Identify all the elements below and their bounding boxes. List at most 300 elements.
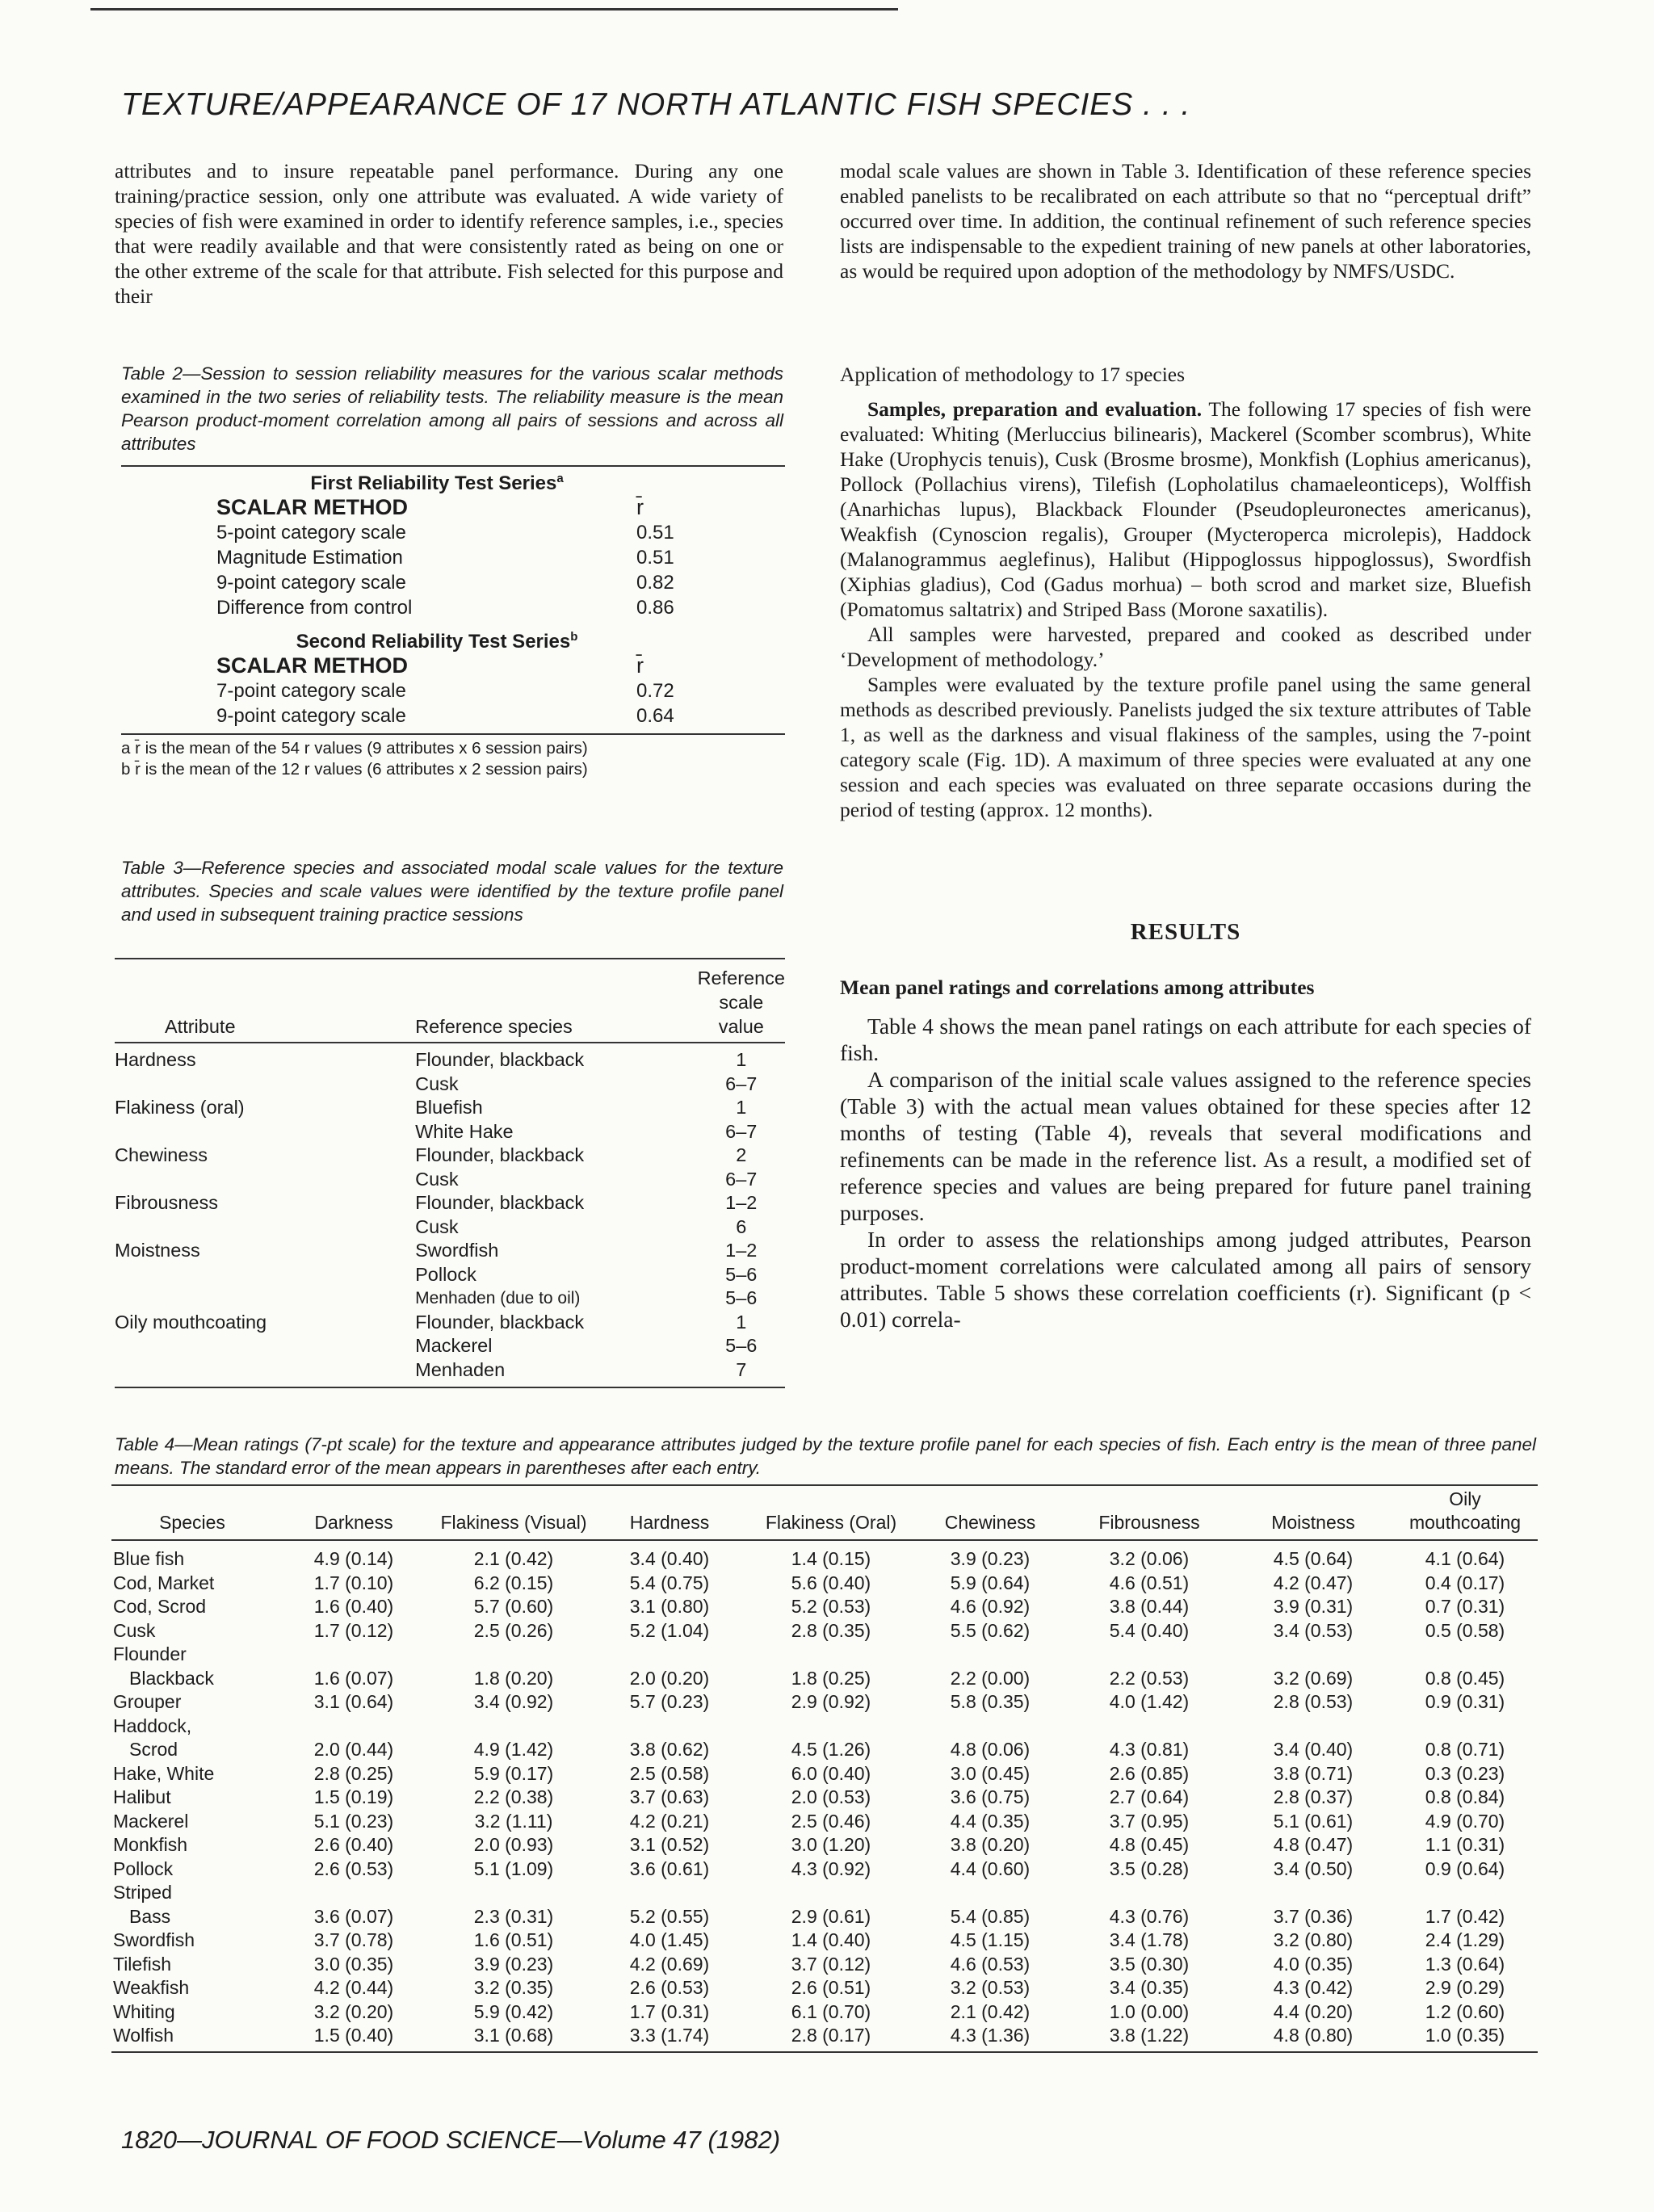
table-row: [115, 1043, 785, 1072]
table4-header-cell: Flakiness (Visual): [440, 1512, 587, 1533]
value-cell: 6–7: [725, 1168, 758, 1190]
value-cell: 1.6 (0.51): [473, 1929, 554, 1950]
table-row: [213, 520, 698, 545]
value-cell: 4.8 (0.45): [1109, 1834, 1190, 1855]
table-row: [111, 1833, 1538, 1857]
value-cell: [273, 1643, 434, 1667]
species-cell: Blackback: [129, 1667, 214, 1689]
value-cell: 2.6 (0.53): [313, 1857, 394, 1879]
value-cell: 2.0 (0.93): [473, 1834, 554, 1855]
value-cell: 3.2 (0.06): [1109, 1548, 1190, 1569]
table3: [115, 958, 785, 1388]
value-cell: 3.6 (0.07): [313, 1905, 394, 1927]
species-cell: Swordfish: [113, 1929, 195, 1950]
value-cell: 2.2 (0.38): [473, 1786, 554, 1807]
value-cell: 4.2 (0.21): [629, 1810, 710, 1832]
species-cell: Pollock: [113, 1857, 174, 1879]
value-cell: 3.0 (0.45): [950, 1762, 1031, 1784]
r-cell: 0.64: [636, 705, 674, 727]
value-cell: [746, 1881, 916, 1905]
value-cell: 4.6 (0.51): [1109, 1572, 1190, 1593]
value-cell: [1234, 1715, 1392, 1739]
attribute-cell: [115, 1072, 415, 1097]
attribute-cell: [115, 1286, 415, 1311]
value-cell: 3.6 (0.61): [629, 1857, 710, 1879]
species-cell: Whiting: [113, 2000, 175, 2022]
table-row: [115, 1286, 785, 1311]
value-cell: 3.8 (0.44): [1109, 1596, 1190, 1617]
value-cell: 3.1 (0.52): [629, 1834, 710, 1855]
value-cell: 2.4 (1.29): [1425, 1929, 1505, 1950]
table-row: [111, 1690, 1538, 1715]
table4-header-cell: Moistness: [1271, 1512, 1355, 1533]
species-cell: Cusk: [415, 1215, 459, 1237]
value-cell: 4.5 (0.64): [1273, 1548, 1354, 1569]
species-cell: Bass: [129, 1905, 171, 1927]
table4-header-cell: Darkness: [314, 1512, 393, 1533]
species-cell: Halibut: [113, 1786, 171, 1807]
value-cell: 3.4 (0.40): [629, 1548, 710, 1569]
value-cell: 2.1 (0.42): [950, 2000, 1031, 2022]
value-cell: 1.1 (0.31): [1425, 1834, 1505, 1855]
table-row: [115, 1191, 785, 1215]
value-cell: 3.5 (0.30): [1109, 1953, 1190, 1975]
right-col-intro: [840, 158, 1531, 283]
results-heading: RESULTS: [1130, 919, 1241, 945]
species-cell: Striped: [113, 1882, 172, 1903]
r-cell: 0.51: [636, 547, 674, 569]
value-cell: 3.5 (0.28): [1109, 1857, 1190, 1879]
value-cell: 3.4 (0.35): [1109, 1977, 1190, 1998]
table-row: [111, 1540, 1538, 1572]
value-cell: 0.9 (0.31): [1425, 1691, 1505, 1712]
value-cell: [593, 1881, 746, 1905]
value-cell: 4.8 (0.80): [1273, 2025, 1354, 2046]
species-cell: Monkfish: [113, 1834, 188, 1855]
value-cell: 5–6: [725, 1335, 758, 1356]
value-cell: 2.0 (0.44): [313, 1739, 394, 1760]
value-cell: 3.6 (0.75): [950, 1786, 1031, 1807]
species-cell: Bluefish: [415, 1097, 483, 1118]
species-cell: Blue fish: [113, 1548, 185, 1569]
value-cell: 3.4 (0.53): [1273, 1619, 1354, 1641]
table-row: [111, 1857, 1538, 1882]
value-cell: 5.9 (0.17): [473, 1762, 554, 1784]
left-col-intro-text: attributes and to insure repeatable panel performance. During any one training/practice session, only one attribute was evaluated. A wide variety of species of fish were examined in order to identify reference samples, i.e., species that were readily available and that were consistently rated as being on one or the other extreme of the scale for that attribute. Fish selected for this purpose and their: [115, 159, 783, 308]
table2-footnote-b: b r̄ is the mean of the 12 r values (6 attributes x 2 session pairs): [121, 760, 588, 779]
table4-header-cell: Fibrousness: [1098, 1512, 1200, 1533]
table4-header-cell: Flakiness (Oral): [765, 1512, 897, 1533]
value-cell: 0.3 (0.23): [1425, 1762, 1505, 1784]
value-cell: 0.9 (0.64): [1425, 1857, 1505, 1879]
attribute-cell: Fibrousness: [115, 1192, 218, 1213]
species-cell: Grouper: [113, 1691, 182, 1712]
value-cell: 2.2 (0.53): [1109, 1667, 1190, 1689]
value-cell: 5.2 (1.04): [629, 1619, 710, 1641]
value-cell: 2.3 (0.31): [473, 1905, 554, 1927]
species-cell: Flounder, blackback: [415, 1192, 585, 1213]
table-row: [111, 1881, 1538, 1905]
table4-header-cell: Hardness: [629, 1512, 710, 1533]
species-cell: Menhaden: [415, 1358, 506, 1380]
value-cell: 3.7 (0.12): [791, 1953, 871, 1975]
value-cell: 2.7 (0.64): [1109, 1786, 1190, 1807]
table-row: [115, 1120, 785, 1144]
value-cell: 1.7 (0.12): [313, 1619, 394, 1641]
value-cell: 4.3 (0.81): [1109, 1739, 1190, 1760]
species-cell: Flounder, blackback: [415, 1144, 585, 1165]
table-row: [111, 1715, 1538, 1739]
value-cell: 4.5 (1.15): [950, 1929, 1031, 1950]
value-cell: 0.8 (0.71): [1425, 1739, 1505, 1760]
table4-header-cell: Species: [159, 1512, 225, 1533]
table-row: [111, 2000, 1538, 2025]
table-row: [111, 1572, 1538, 1596]
value-cell: 6.2 (0.15): [473, 1572, 554, 1593]
value-cell: 5.1 (1.09): [473, 1857, 554, 1879]
table-row: [111, 1643, 1538, 1667]
r-cell: 0.51: [636, 522, 674, 544]
species-cell: Flounder: [113, 1643, 187, 1664]
value-cell: 4.5 (1.26): [791, 1739, 871, 1760]
value-cell: 6–7: [725, 1072, 758, 1094]
value-cell: [1064, 1643, 1234, 1667]
value-cell: 2.9 (0.92): [791, 1691, 871, 1712]
value-cell: 2.8 (0.25): [313, 1762, 394, 1784]
value-cell: 4.3 (1.36): [950, 2025, 1031, 2046]
table2-footnotes: [121, 733, 785, 780]
species-cell: Cusk: [415, 1168, 459, 1190]
table4: [111, 1484, 1538, 2053]
value-cell: 4.9 (1.42): [473, 1739, 554, 1760]
table-row: [111, 1786, 1538, 1810]
value-cell: [1234, 1643, 1392, 1667]
table3-header-value: Reference scale value: [697, 967, 785, 1037]
value-cell: 3.9 (0.23): [950, 1548, 1031, 1569]
value-cell: 4.1 (0.64): [1425, 1548, 1505, 1569]
value-cell: 3.8 (0.20): [950, 1834, 1031, 1855]
value-cell: 3.0 (1.20): [791, 1834, 871, 1855]
value-cell: 6.0 (0.40): [791, 1762, 871, 1784]
value-cell: 2: [736, 1144, 747, 1165]
method-cell: 7-point category scale: [216, 680, 406, 702]
method-cell: 9-point category scale: [216, 705, 406, 727]
table3-caption: Table 3—Reference species and associated modal scale values for the texture attributes. Species and scale values were identified by the texture profile panel and used in subsequent training practice sessions: [121, 858, 783, 925]
method-cell: 9-point category scale: [216, 572, 406, 594]
table2-series2: [213, 653, 698, 728]
value-cell: 3.1 (0.80): [629, 1596, 710, 1617]
method-header: SCALAR METHOD: [216, 495, 408, 519]
value-cell: 3.2 (0.35): [473, 1977, 554, 1998]
table-row: [111, 1738, 1538, 1762]
value-cell: 1.0 (0.00): [1109, 2000, 1190, 2022]
value-cell: 1.8 (0.25): [791, 1667, 871, 1689]
species-cell: Pollock: [415, 1263, 476, 1285]
right-col-intro-text: modal scale values are shown in Table 3. Identification of these reference species enabled panelists to be recalibrated on each attribute so that no “perceptual drift” occurred over time. In addition, the continual refinement of such reference species lists are indispensable to the expedient training of new panels at other laboratories, as would be required upon adoption of the methodology by NMFS/USDC.: [840, 159, 1531, 283]
table-row: [115, 1096, 785, 1120]
value-cell: 1.8 (0.20): [473, 1667, 554, 1689]
value-cell: 6–7: [725, 1120, 758, 1142]
species-cell: Weakfish: [113, 1977, 190, 1998]
application-heading: Application of methodology to 17 species: [840, 363, 1186, 386]
species-cell: Cusk: [415, 1072, 459, 1094]
table2-caption: Table 2—Session to session reliability measures for the various scalar methods examined in the two series of reliability tests. The reliability measure is the mean Pearson product-moment correlation among all pairs of sessions and across all attributes: [121, 363, 783, 454]
application-section: [840, 362, 1531, 822]
species-cell: White Hake: [415, 1120, 514, 1142]
value-cell: [916, 1881, 1064, 1905]
value-cell: 3.3 (1.74): [629, 2025, 710, 2046]
attribute-cell: Hardness: [115, 1049, 196, 1070]
species-cell: Flounder, blackback: [415, 1311, 585, 1333]
value-cell: 1.7 (0.31): [629, 2000, 710, 2022]
species-cell: Swordfish: [415, 1240, 499, 1261]
page-footer: 1820—JOURNAL OF FOOD SCIENCE—Volume 47 (1982): [121, 2126, 781, 2154]
value-cell: 3.1 (0.64): [313, 1691, 394, 1712]
value-cell: 3.7 (0.36): [1273, 1905, 1354, 1927]
r-header: r̄: [636, 653, 644, 678]
value-cell: 2.9 (0.61): [791, 1905, 871, 1927]
value-cell: 5.1 (0.61): [1273, 1810, 1354, 1832]
value-cell: 2.5 (0.26): [473, 1619, 554, 1641]
table-row: [213, 678, 698, 703]
value-cell: 1.3 (0.64): [1425, 1953, 1505, 1975]
value-cell: 1.7 (0.42): [1425, 1905, 1505, 1927]
species-cell: Haddock,: [113, 1715, 192, 1736]
value-cell: 3.7 (0.95): [1109, 1810, 1190, 1832]
method-header: SCALAR METHOD: [216, 653, 408, 678]
value-cell: 3.4 (1.78): [1109, 1929, 1190, 1950]
table2-series1-title: First Reliability Test Series$^a$: [310, 472, 564, 494]
value-cell: 3.8 (0.62): [629, 1739, 710, 1760]
application-para3: Samples were evaluated by the texture profile panel using the same general methods as described previously. Panelists judged the six texture attributes of Table 1, as well as the darkness and visual flakiness of the samples, using the 7-point category scale (Fig. 1D). A maximum of three species were evaluated at any one session and each species was evaluated on three separate occasions during the period of testing (approx. 12 months).: [840, 673, 1531, 821]
value-cell: 3.2 (1.11): [474, 1810, 553, 1832]
attribute-cell: Chewiness: [115, 1144, 208, 1165]
attribute-cell: Flakiness (oral): [115, 1097, 245, 1118]
value-cell: 4.3 (0.92): [791, 1857, 871, 1879]
species-cell: Mackerel: [113, 1810, 189, 1832]
value-cell: [273, 1715, 434, 1739]
table-row: [115, 1168, 785, 1192]
r-header: r̄: [636, 495, 644, 519]
value-cell: 5.1 (0.23): [313, 1810, 394, 1832]
value-cell: 4.4 (0.20): [1273, 2000, 1354, 2022]
value-cell: 5–6: [725, 1287, 758, 1308]
value-cell: 1.5 (0.40): [313, 2025, 394, 2046]
value-cell: 2.9 (0.29): [1425, 1977, 1505, 1998]
value-cell: [916, 1715, 1064, 1739]
value-cell: 5.7 (0.60): [473, 1596, 554, 1617]
results-subheading: Mean panel ratings and correlations among attributes: [840, 976, 1315, 999]
value-cell: [273, 1881, 434, 1905]
species-cell: Tilefish: [113, 1953, 171, 1975]
attribute-cell: [115, 1263, 415, 1287]
value-cell: [593, 1715, 746, 1739]
method-cell: Difference from control: [216, 597, 413, 619]
value-cell: 2.2 (0.00): [950, 1667, 1031, 1689]
table-row: [115, 1072, 785, 1097]
value-cell: 4.2 (0.44): [313, 1977, 394, 1998]
table-row: [111, 1667, 1538, 1691]
value-cell: 4.0 (1.45): [629, 1929, 710, 1950]
value-cell: 1: [736, 1097, 747, 1118]
value-cell: [1392, 1881, 1538, 1905]
table-row: [213, 570, 698, 595]
table3-header-species: Reference species: [415, 1015, 573, 1037]
value-cell: 3.1 (0.68): [473, 2025, 554, 2046]
attribute-cell: Oily mouthcoating: [115, 1311, 267, 1333]
value-cell: [1064, 1881, 1234, 1905]
value-cell: 3.2 (0.20): [313, 2000, 394, 2022]
value-cell: 2.8 (0.37): [1273, 1786, 1354, 1807]
value-cell: 2.0 (0.53): [791, 1786, 871, 1807]
value-cell: 4.3 (0.42): [1273, 1977, 1354, 1998]
value-cell: 1–2: [725, 1192, 758, 1213]
species-cell: Cusk: [113, 1619, 156, 1641]
value-cell: 0.4 (0.17): [1425, 1572, 1505, 1593]
value-cell: [746, 1715, 916, 1739]
table-row: [115, 1358, 785, 1383]
species-cell: Scrod: [129, 1739, 178, 1760]
value-cell: 2.8 (0.17): [791, 2025, 871, 2046]
value-cell: 5.9 (0.42): [473, 2000, 554, 2022]
table-row: [115, 1263, 785, 1287]
r-cell: 0.82: [636, 572, 674, 594]
value-cell: 2.6 (0.85): [1109, 1762, 1190, 1784]
value-cell: 1: [736, 1311, 747, 1333]
value-cell: 6: [736, 1215, 747, 1237]
results-para2: A comparison of the initial scale values assigned to the reference species (Table 3) with the actual mean values obtained for these species after 12 months of testing (Table 4), reveals that several modifications and refinements can be made in the reference list. As a result, a modified set of reference species and values are being prepared for future panel training purposes.: [840, 1067, 1531, 1225]
value-cell: [746, 1643, 916, 1667]
value-cell: [434, 1881, 593, 1905]
value-cell: 5.6 (0.40): [791, 1572, 871, 1593]
table-header-row: [111, 1486, 1538, 1540]
value-cell: 4.9 (0.14): [313, 1548, 394, 1569]
value-cell: [434, 1715, 593, 1739]
table2-series1: [213, 495, 698, 620]
attribute-cell: [115, 1358, 415, 1383]
value-cell: 4.2 (0.47): [1273, 1572, 1354, 1593]
value-cell: 2.6 (0.40): [313, 1834, 394, 1855]
value-cell: 2.5 (0.46): [791, 1810, 871, 1832]
species-cell: Cod, Scrod: [113, 1596, 207, 1617]
top-rule: [90, 8, 898, 10]
value-cell: 5.9 (0.64): [950, 1572, 1031, 1593]
left-col-intro: [115, 158, 783, 309]
value-cell: 5.4 (0.85): [950, 1905, 1031, 1927]
value-cell: [916, 1643, 1064, 1667]
application-para1: Samples, preparation and evaluation. The following 17 species of fish were evaluated: Whiting (Merluccius bilinearis), Mackerel (Scomber scombrus), White Hake (Urophycis tenuis), Cusk (Brosme brosme), Monkfish (Lophius americanus), Pollock (Pollachius virens), Tilefish (Lopholatilus chamaeleonticeps), Wolffish (Anarhichas lupus), Blackback Flounder (Pseudopleuronectes americanus), Weakfish (Cynoscion regalis), Grouper (Mycteroperca microlepis), Haddock (Malanogrammus aeglefinus), Halibut (Hippoglossus hippoglossus), Swordfish (Xiphias gladius), Cod (Gadus morhua) – both scrod and market size, Bluefish (Pomatomus saltatrix) and Striped Bass (Morone saxatilis).: [840, 397, 1531, 621]
application-para2: All samples were harvested, prepared and cooked as described under ‘Development of methodology.’: [840, 623, 1531, 671]
value-cell: 2.0 (0.20): [629, 1667, 710, 1689]
table-row: [213, 595, 698, 620]
species-cell: Mackerel: [415, 1335, 493, 1356]
value-cell: 3.2 (0.53): [950, 1977, 1031, 1998]
table-row: [115, 1215, 785, 1240]
results-text: [840, 1013, 1531, 1333]
value-cell: 3.9 (0.23): [473, 1953, 554, 1975]
value-cell: 0.5 (0.58): [1425, 1619, 1505, 1641]
value-cell: 5.4 (0.75): [629, 1572, 710, 1593]
value-cell: 4.4 (0.35): [950, 1810, 1031, 1832]
table-row: [111, 1976, 1538, 2000]
table4-header-cell: Oily mouthcoating: [1408, 1488, 1522, 1533]
species-cell: Hake, White: [113, 1762, 215, 1784]
value-cell: 1.6 (0.40): [313, 1596, 394, 1617]
value-cell: 3.2 (0.69): [1273, 1667, 1354, 1689]
table-row: [115, 1239, 785, 1263]
value-cell: 4.6 (0.53): [950, 1953, 1031, 1975]
table-row: [111, 1810, 1538, 1834]
table-row: [213, 653, 698, 678]
table4-header-cell: Chewiness: [944, 1512, 1036, 1533]
table-row: [115, 1334, 785, 1358]
value-cell: 3.7 (0.78): [313, 1929, 394, 1950]
value-cell: 1.4 (0.15): [791, 1548, 871, 1569]
r-cell: 0.72: [636, 680, 674, 702]
value-cell: 1.0 (0.35): [1425, 2025, 1505, 2046]
value-cell: 1.7 (0.10): [313, 1572, 394, 1593]
value-cell: 0.7 (0.31): [1425, 1596, 1505, 1617]
table-row: [111, 1929, 1538, 1953]
running-head: TEXTURE/APPEARANCE OF 17 NORTH ATLANTIC FISH SPECIES . . .: [121, 87, 1191, 122]
table-row: [111, 1953, 1538, 1977]
table-row: [111, 1595, 1538, 1619]
table-header-row: [115, 959, 785, 1043]
value-cell: 1.4 (0.40): [791, 1929, 871, 1950]
method-cell: 5-point category scale: [216, 522, 406, 544]
value-cell: 3.7 (0.63): [629, 1786, 710, 1807]
species-cell: Wolfish: [113, 2025, 174, 2046]
attribute-cell: [115, 1334, 415, 1358]
value-cell: 0.8 (0.45): [1425, 1667, 1505, 1689]
value-cell: 4.3 (0.76): [1109, 1905, 1190, 1927]
value-cell: 5.5 (0.62): [950, 1619, 1031, 1641]
value-cell: 3.8 (1.22): [1109, 2025, 1190, 2046]
table-row: [111, 1619, 1538, 1643]
table4-bottom-rule: [111, 2051, 1538, 2053]
value-cell: 3.4 (0.40): [1273, 1739, 1354, 1760]
value-cell: 4.6 (0.92): [950, 1596, 1031, 1617]
value-cell: 3.8 (0.71): [1273, 1762, 1354, 1784]
value-cell: [1392, 1643, 1538, 1667]
value-cell: [434, 1643, 593, 1667]
value-cell: 5.7 (0.23): [629, 1691, 710, 1712]
species-cell: Cod, Market: [113, 1572, 215, 1593]
value-cell: 2.1 (0.42): [473, 1548, 554, 1569]
value-cell: 5.4 (0.40): [1109, 1619, 1190, 1641]
attribute-cell: [115, 1120, 415, 1144]
value-cell: 4.8 (0.06): [950, 1739, 1031, 1760]
table-row: [111, 1762, 1538, 1786]
attribute-cell: [115, 1215, 415, 1240]
value-cell: 2.8 (0.53): [1273, 1691, 1354, 1712]
value-cell: 5.2 (0.53): [791, 1596, 871, 1617]
attribute-cell: Moistness: [115, 1240, 200, 1261]
value-cell: [1234, 1881, 1392, 1905]
value-cell: 2.6 (0.53): [629, 1977, 710, 1998]
value-cell: 1.5 (0.19): [313, 1786, 394, 1807]
species-cell: Flounder, blackback: [415, 1049, 585, 1070]
value-cell: [1392, 1715, 1538, 1739]
value-cell: 3.4 (0.92): [473, 1691, 554, 1712]
value-cell: 4.9 (0.70): [1425, 1810, 1505, 1832]
value-cell: 5.8 (0.35): [950, 1691, 1031, 1712]
value-cell: 1.2 (0.60): [1425, 2000, 1505, 2022]
table3-bottom-rule: [115, 1387, 785, 1388]
value-cell: 7: [736, 1358, 747, 1380]
value-cell: 4.0 (0.35): [1273, 1953, 1354, 1975]
value-cell: 1.6 (0.07): [313, 1667, 394, 1689]
